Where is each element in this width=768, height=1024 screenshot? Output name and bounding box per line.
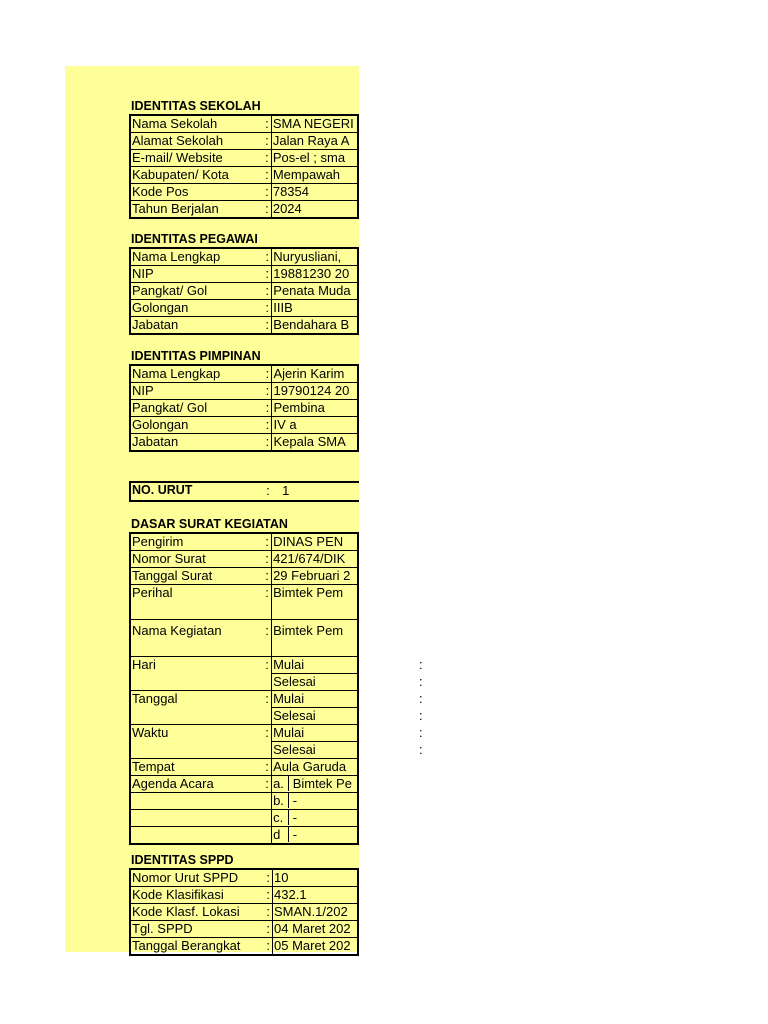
cell-label[interactable]: Pangkat/ Gol [130,400,263,417]
cell-colon: : [419,725,423,740]
table-row [130,248,358,266]
section-title-sekolah: IDENTITAS SEKOLAH [131,99,261,113]
table-row [130,150,358,167]
table-row [130,921,358,938]
cell-colon: : [265,691,269,706]
cell-label[interactable]: Golongan [130,300,263,317]
table-row [130,167,358,184]
cell-label[interactable]: Kode Pos [130,184,263,201]
table-pimpinan [129,364,359,452]
cell-label[interactable] [130,742,263,759]
cell-value[interactable] [272,708,423,725]
cell-colon: : [263,533,272,551]
cell-colon: : [263,300,272,317]
cell-value[interactable]: 78354 [271,184,358,201]
cell-colon: : [263,201,271,219]
table-row [130,657,358,674]
table-sekolah [129,114,359,219]
table-row [130,300,358,317]
table-row [130,725,358,742]
table-pegawai [129,247,359,335]
cell-label[interactable] [130,708,263,725]
cell-value[interactable]: Jalan Raya A [271,133,358,150]
cell-label[interactable]: Tanggal Berangkat [130,938,264,956]
cell-label[interactable]: E-mail/ Website [130,150,263,167]
cell-label[interactable]: Kode Klasifikasi [130,887,264,904]
cell-value[interactable]: Pembina [272,400,358,417]
table-row [130,674,358,691]
cell-value[interactable]: Bimtek Pem [272,620,358,657]
cell-colon: : [263,115,271,133]
cell-value[interactable]: SMAN.1/202 [273,904,358,921]
cell-value[interactable] [272,827,358,845]
cell-label[interactable]: NIP [130,383,263,400]
cell-colon: : [263,568,272,585]
cell-value[interactable]: Ajerin Karim [272,365,358,383]
cell-value[interactable] [272,725,423,742]
cell-colon: : [263,620,272,657]
cell-value[interactable] [272,657,423,674]
sub-label: Mulai [273,691,305,706]
table-row [130,551,358,568]
cell-label[interactable]: Nama Lengkap [130,365,263,383]
cell-label[interactable]: Nomor Surat [130,551,263,568]
cell-value[interactable] [272,776,358,793]
no-urut-value[interactable]: 1 [282,483,290,498]
table-row [130,115,358,133]
section-title-pegawai: IDENTITAS PEGAWAI [131,232,258,246]
cell-colon: : [263,283,272,300]
table-no-urut [129,481,359,502]
cell-colon: : [265,657,269,672]
table-row [130,133,358,150]
table-row [130,585,358,620]
cell-label[interactable] [130,827,263,845]
cell-colon: : [263,184,271,201]
section-title-dasar: DASAR SURAT KEGIATAN [131,517,288,531]
cell-value[interactable]: 2024 [271,201,358,219]
cell-colon [263,793,272,810]
table-row [130,283,358,300]
cell-colon [263,708,272,725]
cell-colon: : [263,585,272,620]
cell-colon: : [263,434,272,452]
cell-colon: : [263,759,272,776]
cell-label[interactable]: Tempat [130,759,263,776]
agenda-mark: c. [273,810,289,825]
cell-label[interactable] [130,793,263,810]
cell-label[interactable]: Tgl. SPPD [130,921,264,938]
table-row [130,869,358,887]
agenda-text: - [292,810,298,825]
table-row [130,887,358,904]
agenda-mark: d [273,827,289,842]
cell-colon: : [263,248,272,266]
cell-colon: : [264,869,272,887]
cell-value[interactable]: Kepala SMA [272,434,358,452]
table-sppd [129,868,359,956]
table-row [130,691,358,708]
cell-value[interactable] [272,742,423,759]
sub-label: Selesai [273,742,316,757]
cell-value[interactable]: Penata Muda [272,283,358,300]
cell-label[interactable]: Nama Kegiatan [130,620,263,657]
table-row [130,365,358,383]
cell-colon: : [419,657,423,672]
cell-value[interactable]: 29 Februari 2 [272,568,358,585]
no-urut-label: NO. URUT [130,482,264,501]
cell-colon: : [263,167,271,184]
agenda-text: - [292,827,298,842]
cell-colon [263,810,272,827]
cell-label[interactable]: Kode Klasf. Lokasi [130,904,264,921]
section-title-pimpinan: IDENTITAS PIMPINAN [131,349,261,363]
cell-label[interactable]: Tanggal Surat [130,568,263,585]
cell-colon: : [263,133,271,150]
cell-label[interactable]: Jabatan [130,434,263,452]
table-row [130,184,358,201]
table-row [130,810,358,827]
cell-label[interactable]: Perihal [130,585,263,620]
cell-label[interactable] [130,674,263,691]
cell-colon: : [266,483,270,498]
cell-colon: : [419,742,423,757]
sub-label: Selesai [273,674,316,689]
cell-colon: : [263,365,272,383]
agenda-text: Bimtek Pe [292,776,352,791]
cell-value[interactable]: DINAS PEN [272,533,358,551]
table-row [130,317,358,335]
cell-value[interactable] [272,674,423,691]
table-row [130,201,358,219]
cell-colon: : [264,921,272,938]
cell-value[interactable]: 04 Maret 202 [273,921,358,938]
cell-label[interactable]: Jabatan [130,317,263,335]
cell-value[interactable] [272,691,423,708]
section-title-sppd: IDENTITAS SPPD [131,853,234,867]
cell-value[interactable]: IIIB [272,300,358,317]
cell-colon: : [265,725,269,740]
cell-colon: : [263,417,272,434]
cell-value[interactable]: 05 Maret 202 [273,938,358,956]
cell-value[interactable]: 432.1 [273,887,358,904]
table-dasar [129,532,423,845]
cell-label[interactable]: Kabupaten/ Kota [130,167,263,184]
sub-label: Mulai [273,657,305,672]
cell-colon: : [264,904,272,921]
cell-label[interactable]: Alamat Sekolah [130,133,263,150]
table-row [130,742,358,759]
cell-colon: : [419,691,423,706]
table-row [130,827,358,845]
cell-value[interactable]: 10 [273,869,358,887]
table-row [130,266,358,283]
table-row [130,904,358,921]
cell-label[interactable]: Agenda Acara [130,776,263,793]
cell-colon: : [264,938,272,956]
cell-value[interactable]: SMA NEGERI [271,115,358,133]
cell-colon [263,674,272,691]
agenda-text: - [292,793,298,808]
sub-label: Selesai [273,708,316,723]
cell-colon [263,827,272,845]
cell-label[interactable]: Nomor Urut SPPD [130,869,264,887]
cell-value[interactable]: Nuryusliani, [272,248,358,266]
cell-value[interactable] [272,810,358,827]
table-row [130,417,358,434]
cell-colon: : [263,266,272,283]
cell-value[interactable]: Mempawah [271,167,358,184]
table-row [130,938,358,956]
cell-colon: : [419,708,423,723]
agenda-mark: b. [273,793,289,808]
table-row [130,759,358,776]
spreadsheet-area [65,66,423,953]
cell-label[interactable]: Hari [130,657,263,674]
cell-label[interactable]: Golongan [130,417,263,434]
cell-colon: : [263,150,271,167]
table-row [130,383,358,400]
cell-label[interactable]: Pangkat/ Gol [130,283,263,300]
cell-colon: : [263,551,272,568]
table-row [130,482,359,501]
cell-value[interactable]: IV a [272,417,358,434]
cell-value[interactable]: 421/674/DIK [272,551,358,568]
cell-value[interactable]: 19790124 20 [272,383,358,400]
agenda-mark: a. [273,776,289,791]
cell-value[interactable]: Bendahara B [272,317,358,335]
cell-label[interactable]: Tahun Berjalan [130,201,263,219]
cell-label[interactable] [130,810,263,827]
cell-label[interactable]: Nama Sekolah [130,115,263,133]
cell-label[interactable]: Pengirim [130,533,263,551]
cell-label[interactable]: Nama Lengkap [130,248,263,266]
cell-colon: : [264,887,272,904]
cell-label[interactable]: Tanggal [130,691,263,708]
cell-label[interactable]: NIP [130,266,263,283]
table-row [130,708,358,725]
cell-value[interactable]: Bimtek Pem [272,585,358,620]
cell-label[interactable]: Waktu [130,725,263,742]
sub-label: Mulai [273,725,305,740]
cell-colon: : [263,400,272,417]
table-row [130,776,358,793]
table-row [130,568,358,585]
table-row [130,533,358,551]
table-row [130,434,358,452]
cell-colon [263,742,272,759]
cell-colon: : [263,383,272,400]
cell-colon: : [419,674,423,689]
cell-value[interactable] [272,793,358,810]
cell-value[interactable]: Aula Garuda [272,759,358,776]
cell-colon: : [263,317,272,335]
cell-value[interactable]: 19881230 20 [272,266,358,283]
table-row [130,400,358,417]
table-row [130,793,358,810]
cell-colon: : [263,776,272,793]
cell-value[interactable]: Pos-el ; sma [271,150,358,167]
table-row [130,620,358,657]
